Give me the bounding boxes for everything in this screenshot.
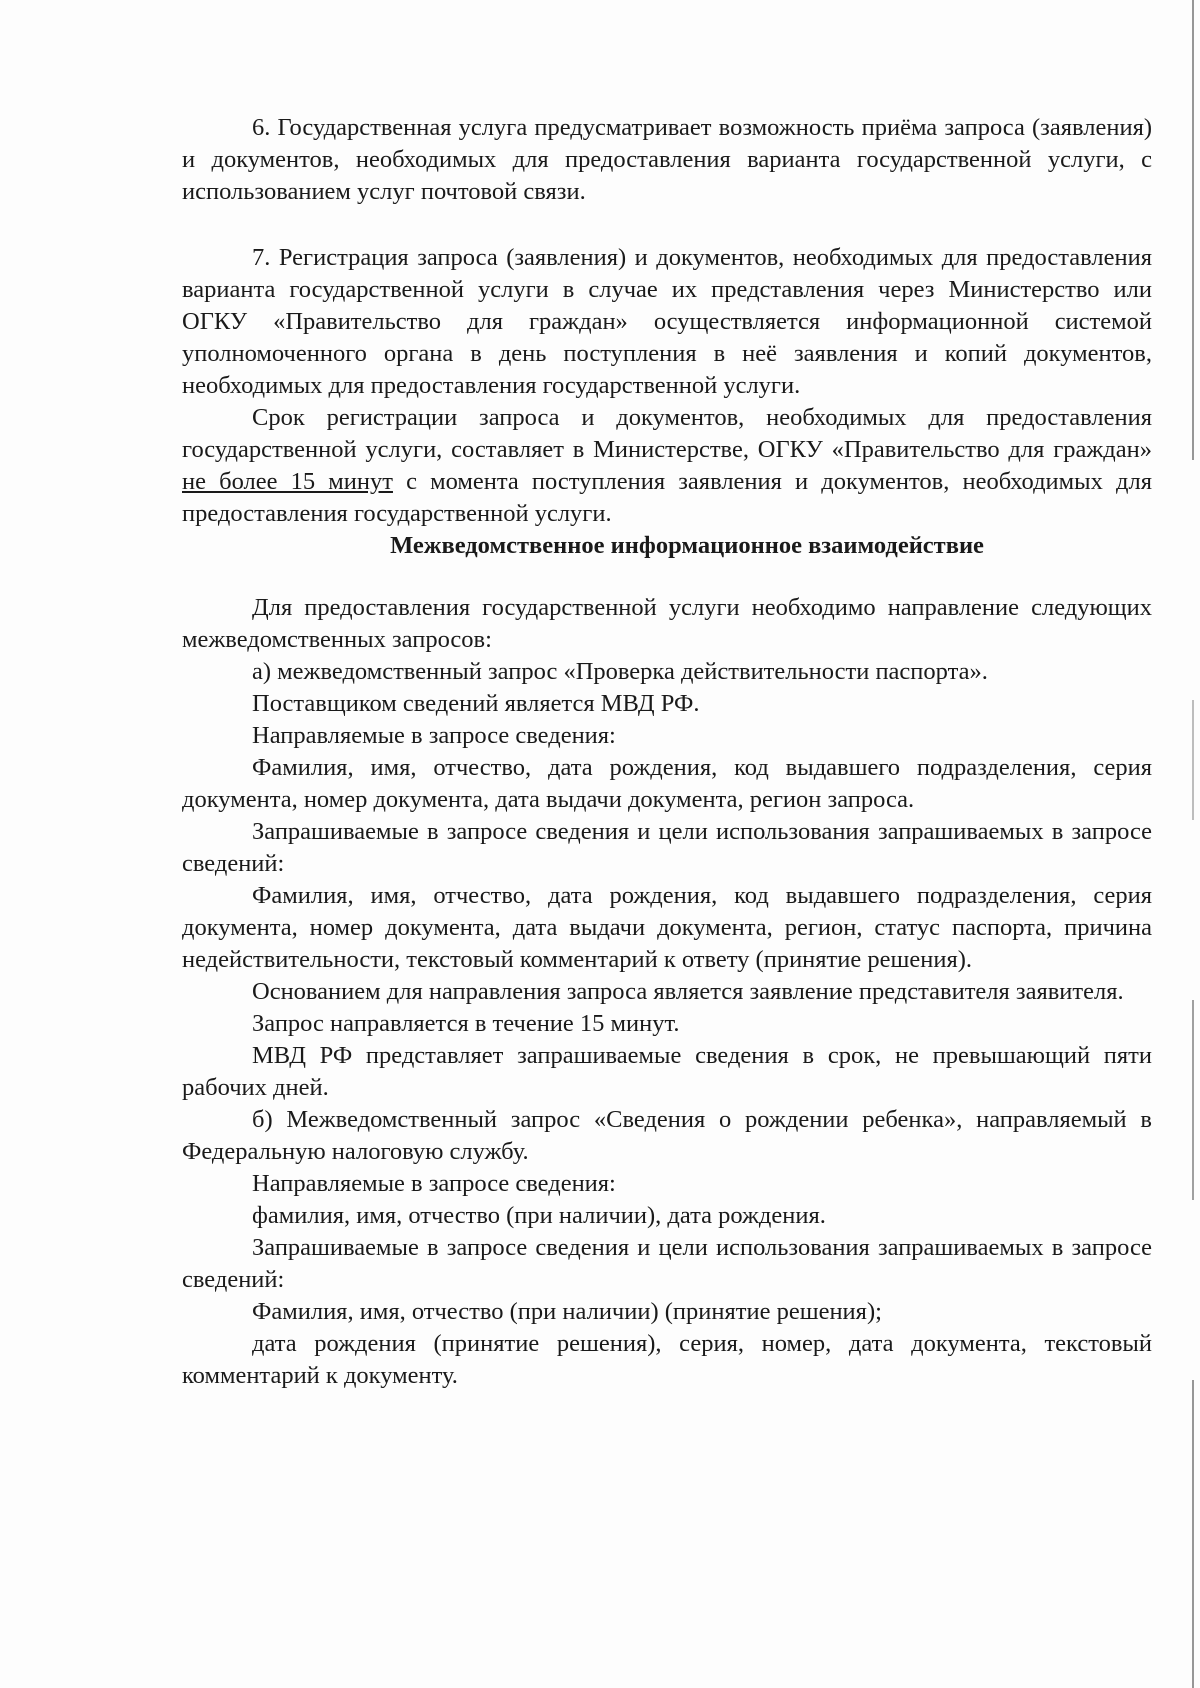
body-line: Направляемые в запросе сведения: — [252, 1170, 616, 1197]
scan-edge-line — [1192, 1380, 1194, 1688]
body-line: Фамилия, имя, отчество, дата рождения, код выдавшего подразделения, серия документа, номер документа, дата выдачи документа, регион, статус паспорта, причина недействительности, текстовый комментарий к ответу (принятие решения). — [182, 882, 1152, 973]
body-line: б) Межведомственный запрос «Сведения о рождении ребенка», направляемый в Федеральную налоговую службу. — [182, 1106, 1152, 1165]
paragraph-6: 6. Государственная услуга предусматривает возможность приёма запроса (заявления) и документов, необходимых для предоставления варианта государственной услуги, с использованием услуг почтовой связи. — [182, 114, 1152, 205]
registration-term-text-after: с момента поступления заявления и документов, необходимых для предоставления государственной услуги. — [182, 468, 1152, 527]
body-line: фамилия, имя, отчество (при наличии), дата рождения. — [252, 1202, 826, 1229]
scan-edge-line — [1192, 1000, 1194, 1200]
scan-edge-line — [1192, 700, 1194, 820]
body-line: Запрашиваемые в запросе сведения и цели использования запрашиваемых в запросе сведений: — [182, 1234, 1152, 1293]
registration-term-text-before: Срок регистрации запроса и документов, необходимых для предоставления государственной услуги, составляет в Министерстве, ОГКУ «Правительство для граждан» — [182, 404, 1152, 463]
body-line: Запрос направляется в течение 15 минут. — [252, 1010, 680, 1037]
paragraph-registration-term — [182, 402, 1152, 530]
body-line: Основанием для направления запроса является заявление представителя заявителя. — [252, 978, 1124, 1005]
scan-edge-line — [1192, 0, 1194, 460]
registration-term-underlined: не более 15 минут — [182, 468, 393, 495]
body-line: Запрашиваемые в запросе сведения и цели использования запрашиваемых в запросе сведений: — [182, 818, 1152, 877]
body-line: Фамилия, имя, отчество, дата рождения, код выдавшего подразделения, серия документа, номер документа, дата выдачи документа, регион запроса. — [182, 754, 1152, 813]
body-line: а) межведомственный запрос «Проверка действительности паспорта». — [252, 658, 988, 685]
document-body — [182, 112, 1152, 1392]
body-line: дата рождения (принятие решения), серия, номер, дата документа, текстовый комментарий к документу. — [182, 1330, 1152, 1389]
body-line: Направляемые в запросе сведения: — [252, 722, 616, 749]
body-line: МВД РФ представляет запрашиваемые сведения в срок, не превышающий пяти рабочих дней. — [182, 1042, 1152, 1101]
body-line: Фамилия, имя, отчество (при наличии) (принятие решения); — [252, 1298, 882, 1325]
body-line: Для предоставления государственной услуги необходимо направление следующих межведомственных запросов: — [182, 594, 1152, 653]
body-line: Поставщиком сведений является МВД РФ. — [252, 690, 700, 717]
section-heading: Межведомственное информационное взаимодействие — [390, 532, 984, 559]
paragraph-7: 7. Регистрация запроса (заявления) и документов, необходимых для предоставления варианта государственной услуги в случае их представления через Министерство или ОГКУ «Правительство для граждан» осуществляется информационной системой уполномоченного органа в день поступления в неё заявления и копий документов, необходимых для предоставления государственной услуги. — [182, 244, 1152, 399]
